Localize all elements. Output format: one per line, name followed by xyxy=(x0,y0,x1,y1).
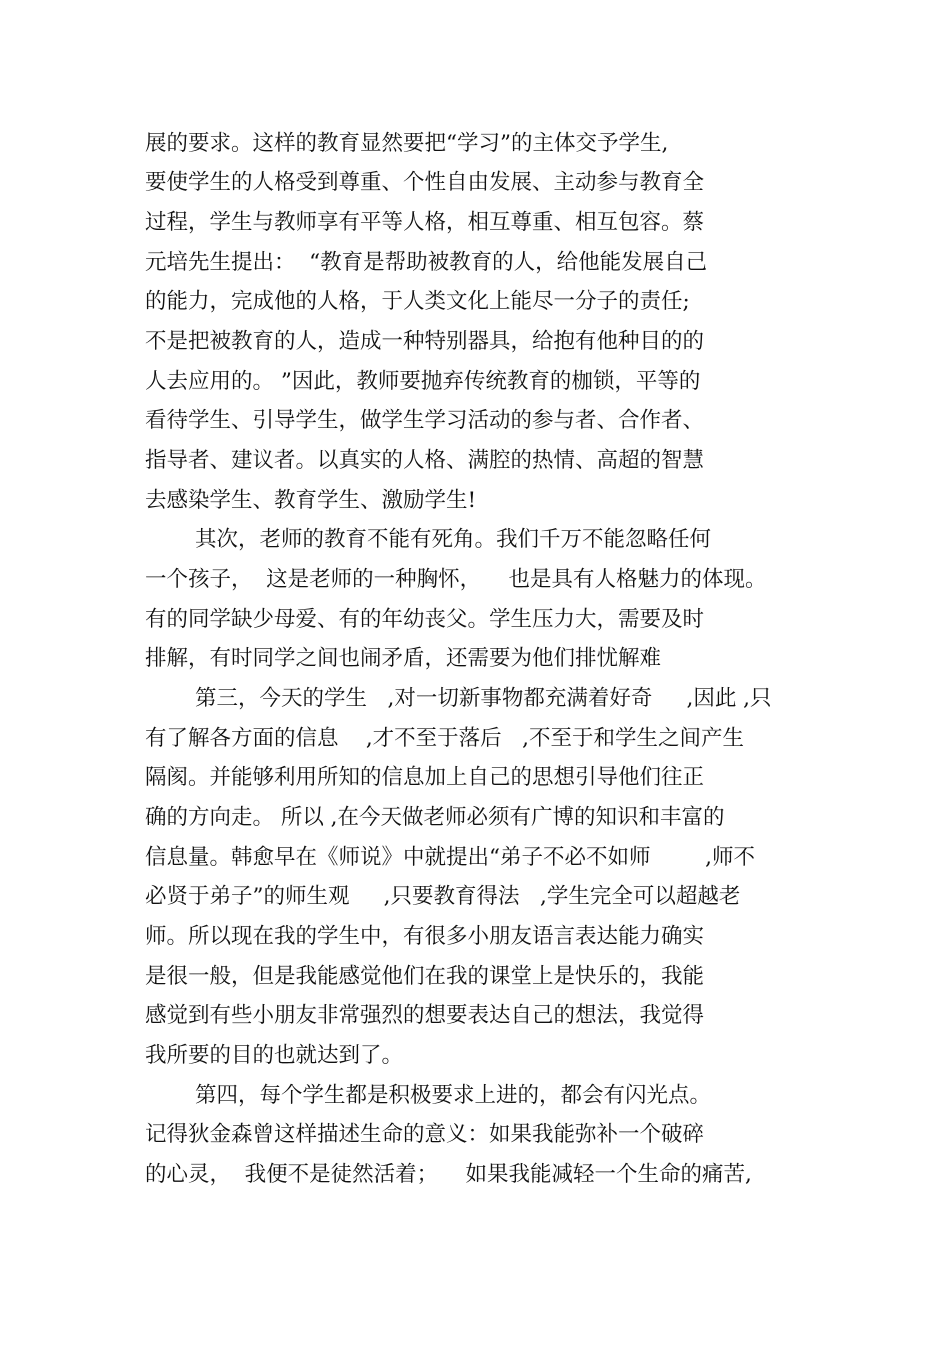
text-line: 的能力，完成他的人格，于人类文化上能尽一分子的责任; xyxy=(145,289,690,314)
paragraph-start-line: 其次，老师的教育不能有死角。我们千万不能忽略任何 xyxy=(195,527,712,552)
text-line: 有的同学缺少母爱、有的年幼丧父。学生压力大，需要及时 xyxy=(145,607,705,632)
text-line: 记得狄金森曾这样描述生命的意义：如果我能弥补一个破碎 xyxy=(145,1122,705,1147)
text-line: 排解，有时同学之间也闹矛盾，还需要为他们排忧解难 xyxy=(145,646,662,671)
paragraph-start-line: 第四，每个学生都是积极要求上进的，都会有闪光点。 xyxy=(195,1083,712,1108)
text-line: 人去应用的。 ”因此，教师要抛弃传统教育的枷锁，平等的 xyxy=(145,369,701,394)
text-line: 展的要求。这样的教育显然要把“学习”的主体交予学生, xyxy=(145,131,669,156)
text-line: 隔阂。并能够利用所知的信息加上自己的思想引导他们往正 xyxy=(145,765,705,790)
text-line: 感觉到有些小朋友非常强烈的想要表达自己的想法，我觉得 xyxy=(145,1003,705,1028)
text-line: 要使学生的人格受到尊重、个性自由发展、主动参与教育全 xyxy=(145,170,705,195)
text-line: 师。所以现在我的学生中，有很多小朋友语言表达能力确实 xyxy=(145,924,705,949)
text-line: 必贤于弟子”的师生观 ,只要教育得法 ,学生完全可以超越老 xyxy=(145,884,741,909)
text-line: 是很一般，但是我能感觉他们在我的课堂上是快乐的，我能 xyxy=(145,964,705,989)
text-line: 不是把被教育的人，造成一种特别器具，给抱有他种目的的 xyxy=(145,329,705,354)
text-line: 我所要的目的也就达到了。 xyxy=(145,1043,404,1068)
text-line: 有了解各方面的信息 ,才不至于落后 ,不至于和学生之间产生 xyxy=(145,726,745,751)
text-line: 的心灵， 我便不是徒然活着； 如果我能减轻一个生命的痛苦, xyxy=(145,1162,752,1187)
text-line: 指导者、建议者。以真实的人格、满腔的热情、高超的智慧 xyxy=(145,448,705,473)
text-line: 元培先生提出： “教育是帮助被教育的人，给他能发展自己 xyxy=(145,250,708,275)
paragraph-start-line: 第三，今天的学生 ,对一切新事物都充满着好奇 ,因此 ,只 xyxy=(195,686,772,711)
text-line: 看待学生、引导学生，做学生学习活动的参与者、合作者、 xyxy=(145,408,705,433)
text-line: 确的方向走。 所以 ,在今天做老师必须有广博的知识和丰富的 xyxy=(145,805,725,830)
text-line: 一个孩子， 这是老师的一种胸怀， 也是具有人格魅力的体现。 xyxy=(145,567,767,592)
text-line: 过程，学生与教师享有平等人格，相互尊重、相互包容。蔡 xyxy=(145,210,705,235)
text-line: 去感染学生、教育学生、激励学生! xyxy=(145,488,477,513)
text-line: 信息量。韩愈早在《师说》中就提出“弟子不必不如师 ,师不 xyxy=(145,845,756,870)
